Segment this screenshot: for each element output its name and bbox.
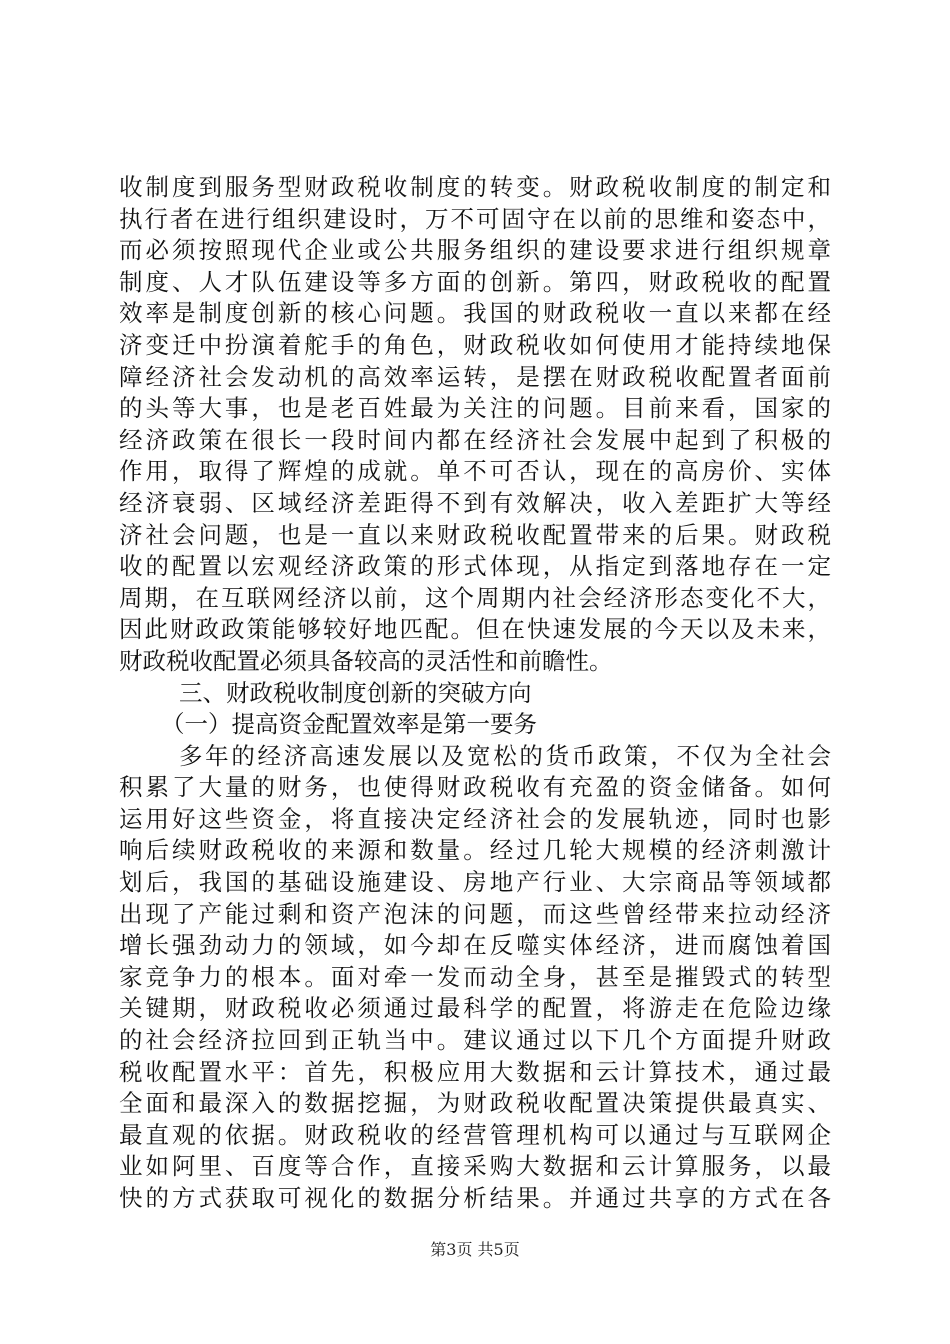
paragraph-line: 作用，取得了辉煌的成就。单不可否认，现在的高房价、实体 [119,457,831,486]
paragraph-line: 效率是制度创新的核心问题。我国的财政税收一直以来都在经 [119,299,831,328]
paragraph-line: 税收配置水平：首先，积极应用大数据和云计算技术，通过最 [119,1057,831,1086]
page-number-footer: 第3页 共5页 [430,1240,520,1259]
paragraph-line: 济变迁中扮演着舵手的角色，财政税收如何使用才能持续地保 [119,330,831,359]
paragraph-line: 响后续财政税收的来源和数量。经过几轮大规模的经济刺激计 [119,836,831,865]
paragraph-line: 收制度到服务型财政税收制度的转变。财政税收制度的制定和 [119,173,831,201]
paragraph-line: 出现了产能过剩和资产泡沫的问题，而这些曾经带来拉动经济 [119,899,831,928]
paragraph-line: 财政税收配置必须具备较高的灵活性和前瞻性。 [119,646,613,675]
paragraph-line: 经济衰弱、区域经济差距得不到有效解决，收入差距扩大等经 [119,488,831,517]
paragraph-line: 运用好这些资金，将直接决定经济社会的发展轨迹，同时也影 [119,804,831,833]
document-body [119,172,831,1215]
paragraph-line: 周期，在互联网经济以前，这个周期内社会经济形态变化不大， [119,583,831,612]
paragraph-line: 经济政策在很长一段时间内都在经济社会发展中起到了积极的 [119,425,831,454]
section-heading: 三、财政税收制度创新的突破方向 [179,678,532,707]
paragraph-line: 积累了大量的财务，也使得财政税收有充盈的资金储备。如何 [119,773,831,802]
paragraph-line: 的社会经济拉回到正轨当中。建议通过以下几个方面提升财政 [119,1026,831,1055]
paragraph-line: 而必须按照现代企业或公共服务组织的建设要求进行组织规章 [119,236,831,265]
paragraph-line: 制度、人才队伍建设等多方面的创新。第四，财政税收的配置 [119,267,831,296]
paragraph-line: 执行者在进行组织建设时，万不可固守在以前的思维和姿态中， [119,204,831,233]
paragraph-line: 快的方式获取可视化的数据分析结果。并通过共享的方式在各 [119,1184,831,1212]
paragraph-line: 业如阿里、百度等合作，直接采购大数据和云计算服务，以最 [119,1152,831,1181]
paragraph-line: 全面和最深入的数据挖掘，为财政税收配置决策提供最真实、 [119,1089,831,1118]
paragraph-line: 最直观的依据。财政税收的经营管理机构可以通过与互联网企 [119,1120,831,1149]
paragraph-line: 划后，我国的基础设施建设、房地产行业、大宗商品等领域都 [119,868,831,897]
paragraph-line: 障经济社会发动机的高效率运转，是摆在财政税收配置者面前 [119,362,831,391]
paragraph-line: 收的配置以宏观经济政策的形式体现，从指定到落地存在一定 [119,552,831,581]
paragraph-line: 家竞争力的根本。面对牵一发而动全身，甚至是摧毁式的转型 [119,962,831,991]
paragraph-line: 济社会问题，也是一直以来财政税收配置带来的后果。财政税 [119,520,831,549]
paragraph-line: 增长强劲动力的领域，如今却在反噬实体经济，进而腐蚀着国 [119,931,831,960]
paragraph-line: 多年的经济高速发展以及宽松的货币政策，不仅为全社会 [179,741,831,770]
paragraph-line: 关键期，财政税收必须通过最科学的配置，将游走在危险边缘 [119,994,831,1023]
paragraph-line: 因此财政政策能够较好地匹配。但在快速发展的今天以及未来， [119,615,831,644]
subsection-heading: （一）提高资金配置效率是第一要务 [161,710,537,739]
paragraph-line: 的头等大事，也是老百姓最为关注的问题。目前来看，国家的 [119,394,831,423]
